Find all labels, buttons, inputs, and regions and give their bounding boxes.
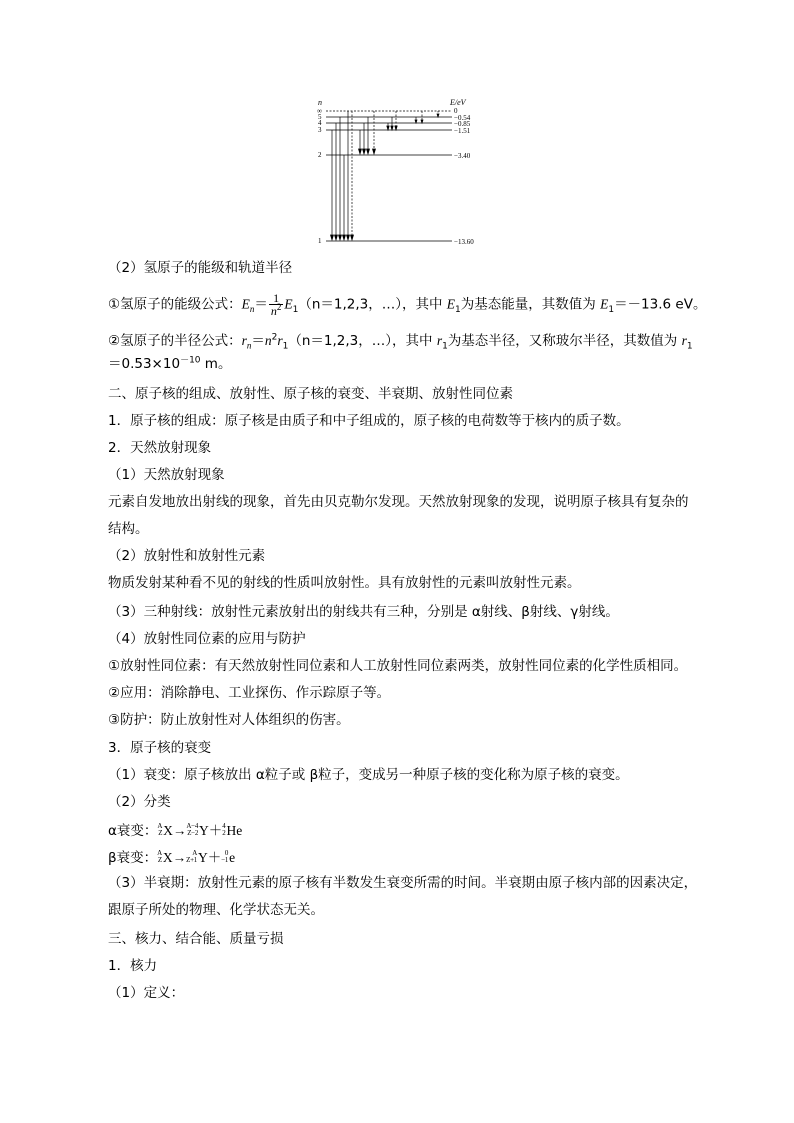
decay-definition: （1）衰变：原子核放出 α粒子或 β粒子，变成另一种原子核的变化称为原子核的衰变。 xyxy=(108,767,629,783)
axis-n-label: n xyxy=(318,98,322,107)
section-title-energy-radius: （2）氢原子的能级和轨道半径 xyxy=(108,260,293,276)
level-n-3: 3 xyxy=(318,126,322,134)
paragraph-line: 结构。 xyxy=(108,521,149,537)
protection-line: ③防护：防止放射性对人体组织的伤害。 xyxy=(108,712,350,728)
level-e-inf: 0 xyxy=(454,107,458,115)
axis-e-label: E/eV xyxy=(450,98,466,107)
radius-formula-line: ②氢原子的半径公式：$r_n=n^2r_1(n=1,2,3$，…），其中 $r_1$为基态半径，又称玻尔半径，其数值为 $r_1$ xyxy=(108,332,693,352)
level-n-4: 4 xyxy=(318,119,322,127)
transitions-to-2 xyxy=(359,111,376,154)
fraction-1-over-n2: $\frac{1}{n^2}$ xyxy=(270,291,282,318)
three-rays-line: （3）三种射线：放射性元素放射出的射线共有三种，分别是 α射线、β射线、γ射线。 xyxy=(108,604,619,620)
level-n-1: 1 xyxy=(318,237,322,245)
application-line: ②应用：消除静电、工业探伤、作示踪原子等。 xyxy=(108,685,391,701)
level-e-1: −13.60 xyxy=(454,238,474,246)
transitions-to-3 xyxy=(387,111,397,130)
definition-heading: （1）定义： xyxy=(108,985,185,1001)
level-e-5: −0.54 xyxy=(454,114,471,122)
half-life-line-2: 跟原子所处的物理、化学状态无关。 xyxy=(108,902,324,918)
level-n-5: 5 xyxy=(318,113,322,121)
heading-3: 三、核力、结合能、质量亏损 xyxy=(108,931,284,947)
level-e-3: −1.51 xyxy=(454,127,471,135)
level-n-inf: ∞ xyxy=(317,107,322,115)
classification-heading: （2）分类 xyxy=(108,794,171,810)
paragraph-line: 物质发射某种看不见的射线的性质叫放射性。具有放射性的元素叫放射性元素。 xyxy=(108,575,581,591)
half-life-line: （3）半衰期：放射性元素的原子核有半数发生衰变所需的时间。半衰期由原子核内部的因素决定， xyxy=(108,875,698,891)
nuclear-force-heading: 1．核力 xyxy=(108,958,158,974)
sub-heading-1: （1）天然放射现象 xyxy=(108,467,225,483)
isotope-line: ①放射性同位素：有天然放射性同位素和人工放射性同位素两类，放射性同位素的化学性质相同。 xyxy=(108,658,688,674)
heading-2: 二、原子核的组成、放射性、原子核的衰变、半衰期、放射性同位素 xyxy=(108,386,513,402)
energy-formula-line: ①氢原子的能级公式：$E_n=$ $\frac{1}{n^2}$ $E_1(n=1,2,3$，…），其中 $E_1$为基态能量，其数值为 $E_1=-13.6$ eV。 xyxy=(108,291,707,318)
level-n-2: 2 xyxy=(318,151,322,159)
natural-radioactivity-heading: 2．天然放射现象 xyxy=(108,440,212,456)
alpha-decay-equation: α衰变： A Z X→ A−4 Z−2 Y＋ 4 2 He xyxy=(108,821,243,839)
energy-level-diagram xyxy=(312,95,492,250)
paragraph-line: 元素自发地放出射线的现象，首先由贝克勒尔发现。天然放射现象的发现，说明原子核具有复杂的 xyxy=(108,494,689,510)
sub-heading-4: （4）放射性同位素的应用与防护 xyxy=(108,631,306,647)
nucleus-composition: 1．原子核的组成：原子核是由质子和中子组成的，原子核的电荷数等于核内的质子数。 xyxy=(108,413,630,429)
level-e-2: −3.40 xyxy=(454,152,471,160)
radius-value-line: $=0.53\times 10^{-10}$ m。 xyxy=(108,355,232,372)
transitions-to-5 xyxy=(437,111,439,117)
beta-decay-equation: β衰变： A Z X→ A Z+1 Y＋ 0 −1 e xyxy=(108,848,236,866)
decay-heading: 3．原子核的衰变 xyxy=(108,740,212,756)
level-e-4: −0.85 xyxy=(454,120,471,128)
sub-heading-2: （2）放射性和放射性元素 xyxy=(108,548,266,564)
